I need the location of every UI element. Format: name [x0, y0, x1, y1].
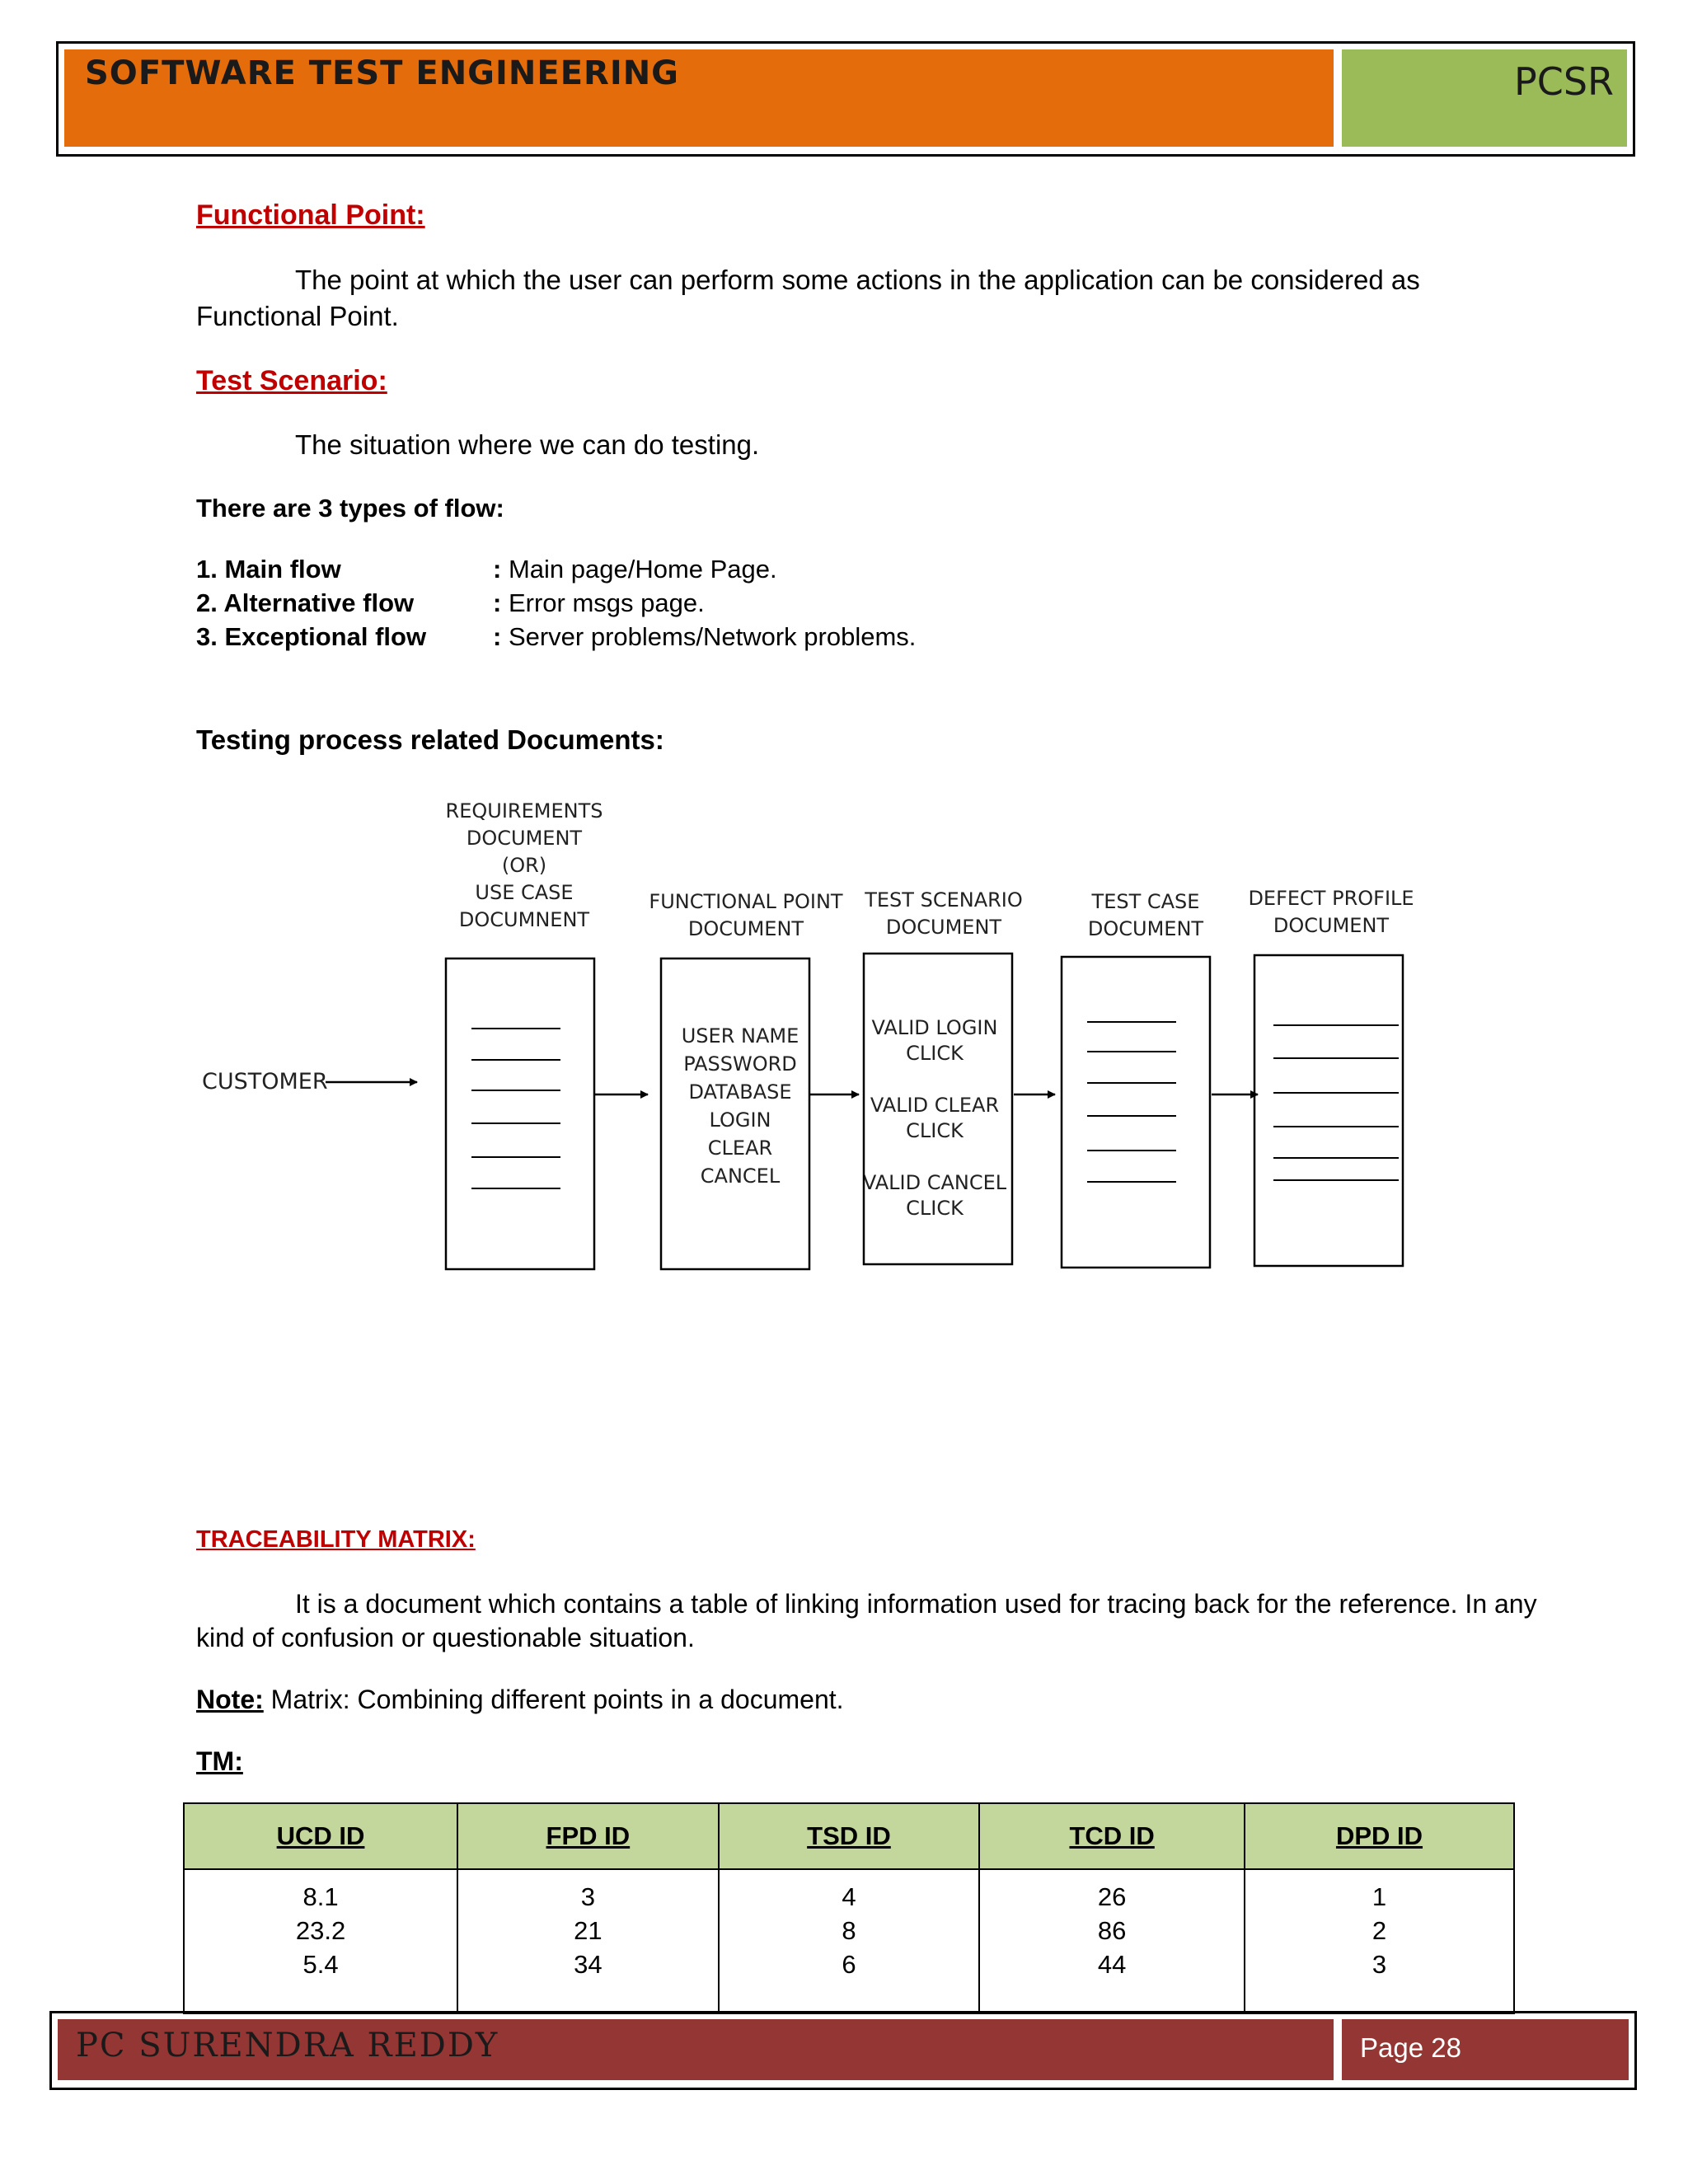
functional-point-items: USER NAME PASSWORD DATABASE LOGIN CLEAR CANCEL [681, 1024, 799, 1188]
traceability-text-1: It is a document which contains a table of linking information used for tracing back for the reference. In any [295, 1589, 1537, 1619]
table-row [184, 1869, 1514, 2013]
header-ucd-id: UCD ID [184, 1803, 457, 1869]
note-line [196, 1681, 844, 1718]
tsd-id-cell: 4 8 6 [719, 1869, 980, 2013]
ucd-id-cell: 8.1 23.2 5.4 [184, 1869, 457, 2013]
footer-author: PC SURENDRA REDDY [76, 2027, 499, 2064]
test-case-document-label: TEST CASE DOCUMENT [1087, 890, 1204, 940]
test-case-document-box [1062, 957, 1210, 1268]
defect-profile-document-box [1254, 955, 1403, 1266]
documents-heading: Testing process related Documents: [196, 724, 664, 755]
functional-point-heading: Functional Point: [196, 199, 425, 231]
requirements-document-box [446, 958, 594, 1269]
functional-point-document-label: FUNCTIONAL POINT DOCUMENT [649, 890, 843, 940]
traceability-heading: TRACEABILITY MATRIX: [196, 1526, 476, 1553]
defect-profile-document-label: DEFECT PROFILE DOCUMENT [1248, 887, 1414, 937]
header-tcd-id: TCD ID [979, 1803, 1245, 1869]
requirements-document-label: REQUIREMENTS DOCUMENT (OR) USE CASE DOCUMNENT [445, 799, 603, 931]
header-fpd-id: FPD ID [457, 1803, 719, 1869]
flow-list [196, 552, 916, 654]
flow-item-exceptional: 3. Exceptional flow : Server problems/Network problems. [196, 622, 917, 651]
traceability-matrix-table [183, 1802, 1515, 2014]
note-text: Matrix: Combining different points in a document. [263, 1685, 844, 1714]
functional-point-text-2: Functional Point. [196, 301, 399, 331]
table-header-row [184, 1803, 1514, 1869]
test-scenario-items: VALID LOGIN CLICK VALID CLEAR CLICK VALID CANCEL CLICK [862, 1016, 1007, 1220]
flow-item-alternative: 2. Alternative flow : Error msgs page. [196, 588, 705, 617]
functional-point-text-1: The point at which the user can perform some actions in the application can be considered as [295, 265, 1420, 295]
flow-types-heading: There are 3 types of flow: [196, 494, 504, 523]
test-scenario-document-label: TEST SCENARIO DOCUMENT [865, 888, 1023, 939]
header-tsd-id: TSD ID [719, 1803, 980, 1869]
traceability-text-2: kind of confusion or questionable situation. [196, 1623, 695, 1652]
header-initials: PCSR [1513, 59, 1614, 104]
header-title: SOFTWARE TEST ENGINEERING [85, 54, 680, 92]
page-number: Page 28 [1360, 2032, 1461, 2063]
flow-item-main: 1. Main flow : Main page/Home Page. [196, 555, 777, 583]
tcd-id-cell: 26 86 44 [979, 1869, 1245, 2013]
tm-label: TM: [196, 1746, 243, 1776]
fpd-id-cell: 3 21 34 [457, 1869, 719, 2013]
note-label: Note: [196, 1685, 264, 1714]
customer-label: CUSTOMER [202, 1069, 328, 1094]
test-scenario-text: The situation where we can do testing. [295, 429, 760, 460]
dpd-id-cell: 1 2 3 [1245, 1869, 1514, 2013]
header-dpd-id: DPD ID [1245, 1803, 1514, 1869]
test-scenario-heading: Test Scenario: [196, 365, 387, 396]
